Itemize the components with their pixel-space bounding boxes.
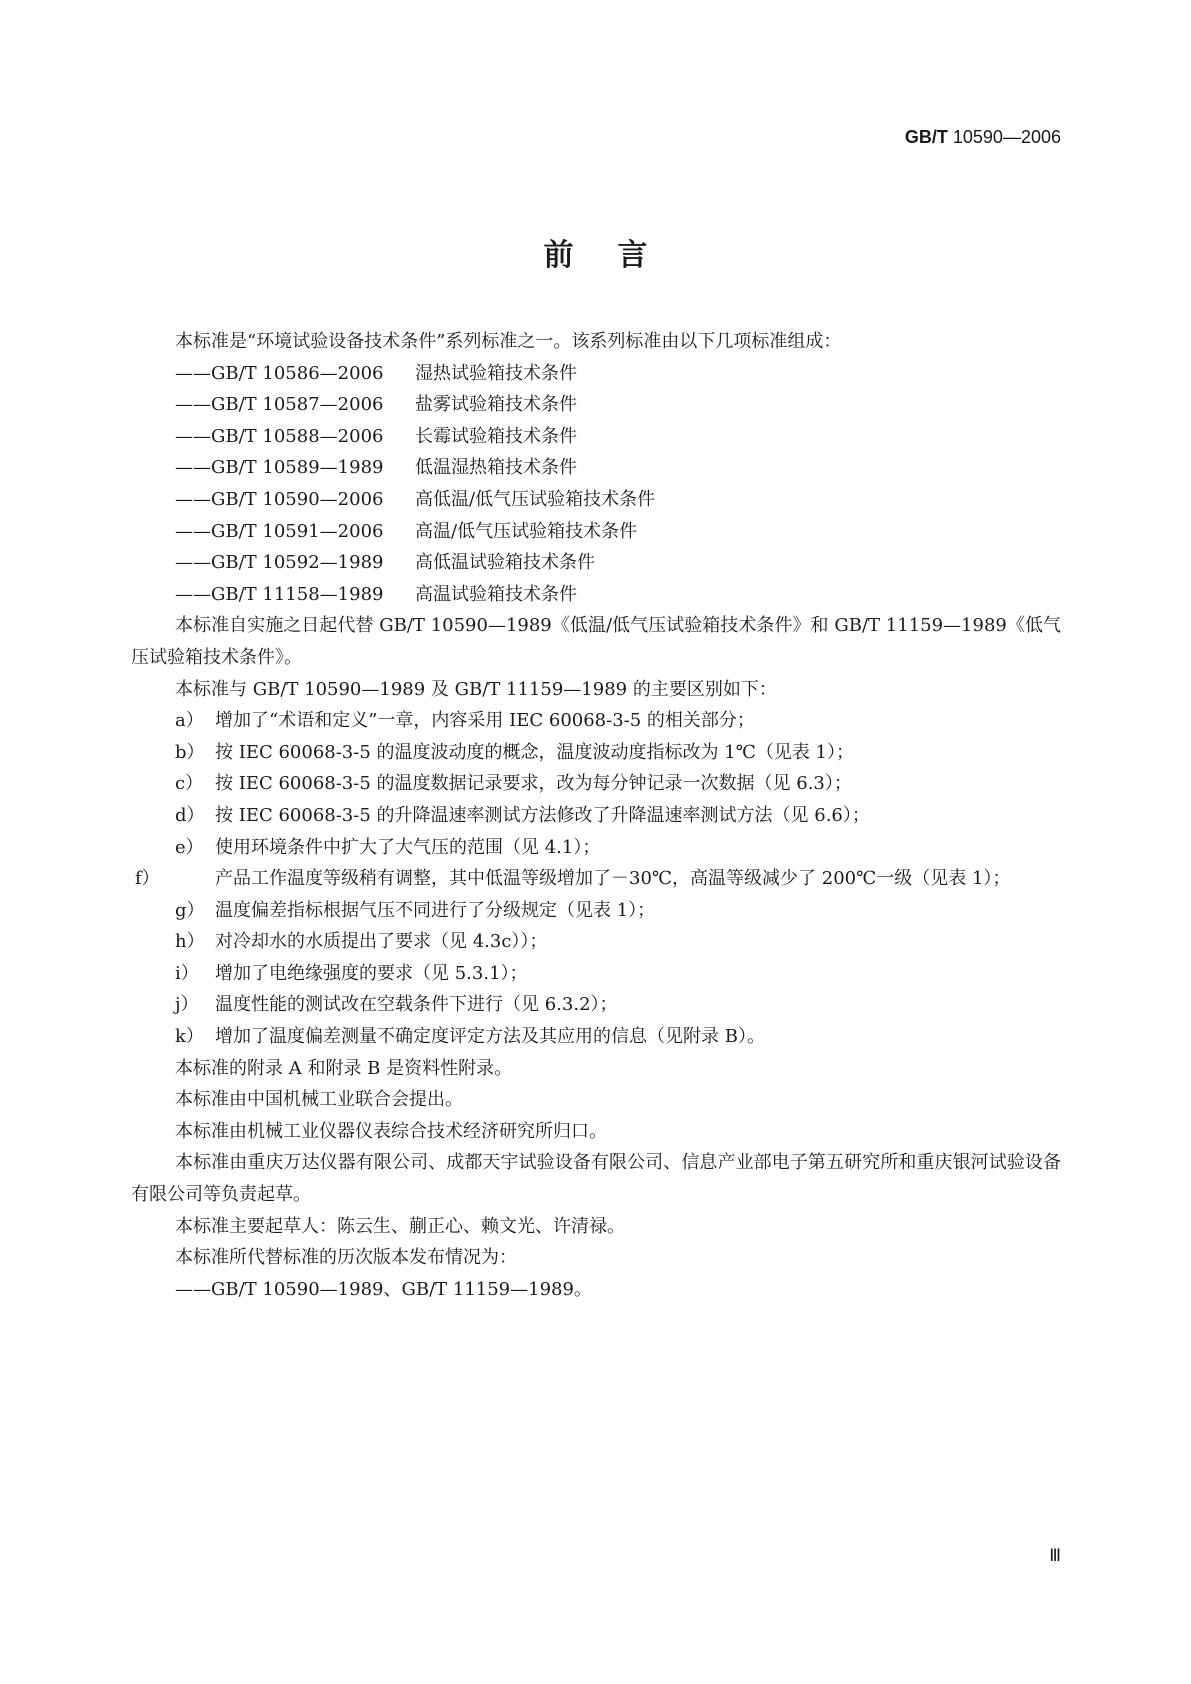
item-text: 增加了“术语和定义”一章，内容采用 IEC 60068-3-5 的相关部分； [215, 710, 755, 732]
list-item [131, 989, 1061, 1021]
history-list: ——GB/T 10590—1989、GB/T 11159—1989。 [175, 1278, 592, 1300]
intro-paragraph: 本标准是“环境试验设备技术条件”系列标准之一。该系列标准由以下几项标准组成： [175, 331, 842, 352]
item-text: 按 IEC 60068-3-5 的温度波动度的概念，温度波动度指标改为 1℃（见表 1）； [215, 741, 854, 763]
item-label: c） [175, 773, 204, 795]
list-item [131, 484, 1061, 516]
item-label: b） [175, 741, 205, 763]
list-item [131, 389, 1061, 421]
list-item [131, 516, 1061, 548]
standard-title: 高温试验箱技术条件 [415, 583, 577, 605]
standard-code-header [905, 127, 1061, 148]
standard-code: ——GB/T 10590—2006 [175, 488, 384, 510]
standard-title: 高低温试验箱技术条件 [415, 552, 595, 574]
list-item [131, 958, 1061, 990]
standard-code: ——GB/T 10586—2006 [175, 362, 384, 384]
page-number: Ⅲ [1049, 1546, 1061, 1565]
item-text: 对冷却水的水质提出了要求（见 4.3c））； [215, 931, 548, 953]
item-label: h） [175, 931, 205, 953]
list-item [131, 863, 1061, 895]
drafted-by: 本标准由重庆万达仪器有限公司、成都天宇试验设备有限公司、信息产业部电子第五研究所和重庆银河试验设备有限公司等负责起草。 [131, 1152, 1061, 1206]
item-label: i） [175, 962, 199, 984]
standard-code-prefix: GB/T [904, 127, 948, 147]
annex-note: 本标准的附录 A 和附录 B 是资料性附录。 [175, 1057, 513, 1079]
item-text: 产品工作温度等级稍有调整，其中低温等级增加了－30℃，高温等级减少了 200℃一级（见表 1）； [215, 868, 1011, 890]
page-title: 前言 [543, 238, 692, 273]
foreword-body [131, 326, 1061, 1305]
item-text: 温度性能的测试改在空载条件下进行（见 6.3.2）； [215, 994, 618, 1016]
item-text: 按 IEC 60068-3-5 的升降温速率测试方法修改了升降温速率测试方法（见 6.6）； [215, 804, 870, 826]
replacement-paragraph: 本标准自实施之日起代替 GB/T 10590—1989《低温/低气压试验箱技术条件》和 GB/T 11159—1989《低气压试验箱技术条件》。 [131, 615, 1061, 668]
list-item [131, 895, 1061, 927]
standard-code: ——GB/T 10592—1989 [175, 552, 384, 574]
item-text: 增加了电绝缘强度的要求（见 5.3.1）； [215, 962, 528, 984]
series-list [131, 358, 1061, 611]
list-item [131, 926, 1061, 958]
standard-code: ——GB/T 11158—1989 [175, 583, 384, 605]
list-item [131, 832, 1061, 864]
history-intro: 本标准所代替标准的历次版本发布情况为： [175, 1247, 517, 1269]
list-item [131, 1021, 1061, 1053]
standard-title: 高低温/低气压试验箱技术条件 [415, 488, 656, 510]
standard-title: 盐雾试验箱技术条件 [415, 394, 577, 416]
item-label: a） [175, 710, 204, 732]
standard-code: ——GB/T 10589—1989 [175, 457, 384, 479]
list-item [131, 547, 1061, 579]
standard-title: 湿热试验箱技术条件 [415, 362, 577, 384]
standard-title: 低温湿热箱技术条件 [415, 457, 577, 479]
standard-title: 高温/低气压试验箱技术条件 [415, 520, 638, 542]
list-item [131, 800, 1061, 832]
standard-code: ——GB/T 10591—2006 [175, 520, 384, 542]
list-item [131, 579, 1061, 611]
main-drafters: 本标准主要起草人：陈云生、蒯正心、赖文光、许清禄。 [175, 1215, 625, 1237]
differences-list [131, 705, 1061, 1053]
list-item [131, 452, 1061, 484]
list-item [131, 737, 1061, 769]
item-label: f） [135, 868, 160, 890]
list-item [131, 768, 1061, 800]
item-label: g） [175, 899, 205, 921]
proposed-by: 本标准由中国机械工业联合会提出。 [175, 1089, 463, 1111]
item-label: e） [175, 836, 204, 858]
item-text: 温度偏差指标根据气压不同进行了分级规定（见表 1）； [215, 899, 656, 921]
list-item [131, 705, 1061, 737]
item-text: 按 IEC 60068-3-5 的温度数据记录要求，改为每分钟记录一次数据（见 6.3）； [215, 773, 852, 795]
standard-code: ——GB/T 10587—2006 [175, 394, 384, 416]
differences-intro: 本标准与 GB/T 10590—1989 及 GB/T 11159—1989 的主要区别如下： [175, 678, 777, 700]
item-label: k） [175, 1026, 204, 1048]
item-label: d） [175, 804, 205, 826]
list-item [131, 358, 1061, 390]
item-text: 使用环境条件中扩大了大气压的范围（见 4.1）； [215, 836, 601, 858]
standard-code: ——GB/T 10588—2006 [175, 425, 384, 447]
list-item [131, 421, 1061, 453]
item-text: 增加了温度偏差测量不确定度评定方法及其应用的信息（见附录 B）。 [215, 1026, 765, 1048]
centralized-by: 本标准由机械工业仪器仪表综合技术经济研究所归口。 [175, 1120, 607, 1142]
standard-title: 长霉试验箱技术条件 [415, 425, 577, 447]
standard-code-number: 10590—2006 [947, 127, 1061, 147]
item-label: j） [175, 994, 199, 1016]
